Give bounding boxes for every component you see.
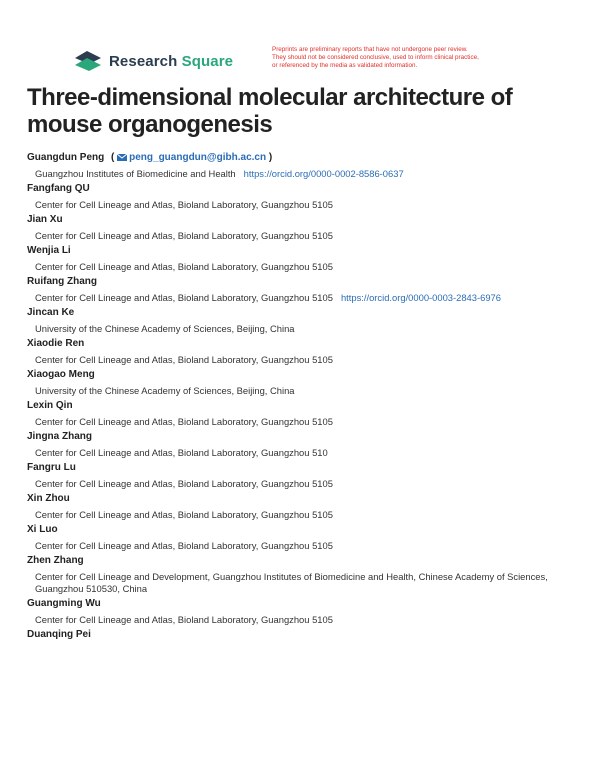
author-affiliation: Center for Cell Lineage and Atlas, Bioland Laboratory, Guangzhou 5105 [35, 614, 333, 625]
author-entry [27, 462, 575, 490]
author-entry [27, 598, 575, 626]
author-name: Xi Luo [27, 524, 58, 535]
orcid-link[interactable]: https://orcid.org/0000-0002-8586-0637 [243, 168, 404, 179]
author-name: Guangdun Peng ( peng_guangdun@gibh.ac.cn ) [27, 152, 273, 163]
orcid-link[interactable]: https://orcid.org/0000-0003-2843-6976 [340, 292, 501, 303]
author-name: Xin Zhou [27, 493, 70, 504]
author-affiliation: Center for Cell Lineage and Atlas, Bioland Laboratory, Guangzhou 5105 https://orcid.org/0000-0003-2843-6976 [35, 292, 501, 303]
author-list [27, 152, 575, 641]
author-name: Jingna Zhang [27, 431, 92, 442]
mail-icon [117, 154, 127, 161]
author-affiliation: Guangzhou Institutes of Biomedicine and Health https://orcid.org/0000-0002-8586-0637 [35, 168, 404, 179]
author-entry [27, 629, 575, 641]
author-entry [27, 555, 575, 595]
author-affiliation: Center for Cell Lineage and Atlas, Bioland Laboratory, Guangzhou 5105 [35, 199, 333, 210]
author-name: Wenjia Li [27, 245, 71, 256]
author-name: Xiaogao Meng [27, 369, 95, 380]
author-entry [27, 400, 575, 428]
author-entry [27, 214, 575, 242]
author-entry [27, 369, 575, 397]
disclaimer-line: Preprints are preliminary reports that have not undergone peer review. [272, 46, 468, 53]
author-name: Fangru Lu [27, 462, 76, 473]
author-name: Jincan Ke [27, 307, 75, 318]
author-affiliation: Center for Cell Lineage and Atlas, Bioland Laboratory, Guangzhou 5105 [35, 478, 333, 489]
author-affiliation: Center for Cell Lineage and Atlas, Bioland Laboratory, Guangzhou 5105 [35, 354, 333, 365]
author-entry [27, 431, 575, 459]
author-name: Xiaodie Ren [27, 338, 85, 349]
author-name: Guangming Wu [27, 598, 101, 609]
author-affiliation: Center for Cell Lineage and Atlas, Bioland Laboratory, Guangzhou 5105 [35, 416, 333, 427]
author-entry [27, 338, 575, 366]
author-affiliation: Center for Cell Lineage and Development, Guangzhou Institutes of Biomedicine and Health, Chinese Academy of Sciences, Guangzhou 510530, China [35, 571, 548, 594]
author-affiliation: Center for Cell Lineage and Atlas, Bioland Laboratory, Guangzhou 5105 [35, 509, 333, 520]
author-name: Fangfang QU [27, 183, 90, 194]
author-entry [27, 276, 575, 304]
author-name: Jian Xu [27, 214, 63, 225]
author-entry [27, 524, 575, 552]
logo-wordmark: Research Square [109, 52, 234, 70]
author-name: Ruifang Zhang [27, 276, 97, 287]
author-entry [27, 245, 575, 273]
disclaimer-line: They should not be considered conclusive, used to inform clinical practice, [272, 54, 479, 61]
author-entry-corresponding [27, 152, 575, 180]
page-header [73, 46, 543, 76]
author-affiliation: Center for Cell Lineage and Atlas, Bioland Laboratory, Guangzhou 5105 [35, 540, 333, 551]
author-entry [27, 183, 575, 211]
author-name: Zhen Zhang [27, 555, 84, 566]
research-square-logo-icon [73, 48, 103, 74]
paper-title: Three-dimensional molecular architecture of mouse organogenesis [27, 84, 513, 138]
author-email-link[interactable]: peng_guangdun@gibh.ac.cn [129, 152, 267, 163]
open-paren: ( [111, 152, 115, 163]
author-name: Duanqing Pei [27, 629, 91, 640]
close-paren: ) [268, 152, 273, 163]
author-affiliation: Center for Cell Lineage and Atlas, Bioland Laboratory, Guangzhou 5105 [35, 261, 333, 272]
author-name: Lexin Qin [27, 400, 73, 411]
author-entries [27, 183, 575, 641]
author-affiliation: Center for Cell Lineage and Atlas, Bioland Laboratory, Guangzhou 5105 [35, 230, 333, 241]
author-affiliation: University of the Chinese Academy of Sciences, Beijing, China [35, 385, 295, 396]
author-entry [27, 493, 575, 521]
author-affiliation: Center for Cell Lineage and Atlas, Bioland Laboratory, Guangzhou 510 [35, 447, 328, 458]
preprint-disclaimer [272, 46, 552, 70]
author-affiliation: University of the Chinese Academy of Sciences, Beijing, China [35, 323, 295, 334]
author-entry [27, 307, 575, 335]
disclaimer-line: or referenced by the media as validated information. [272, 62, 418, 69]
research-square-logo[interactable] [73, 48, 233, 74]
